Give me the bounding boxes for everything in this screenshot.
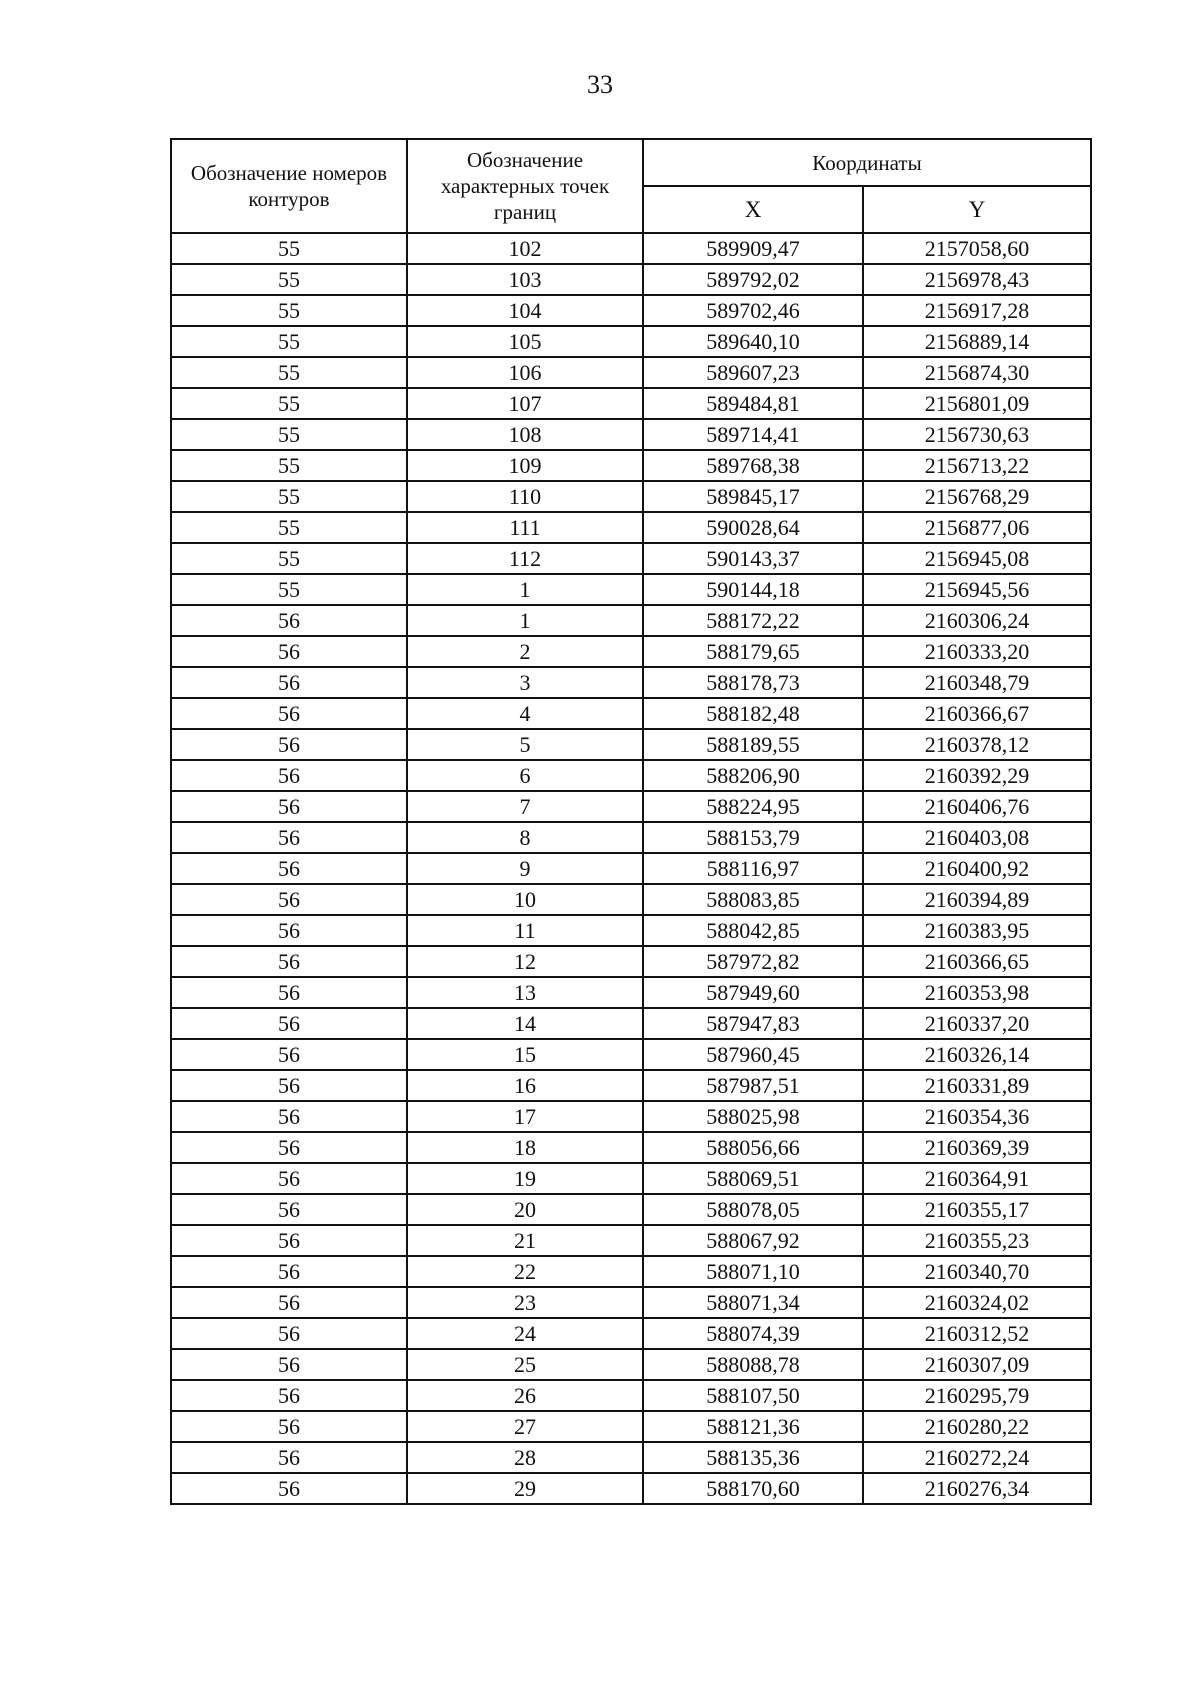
cell-x: 588042,85 (643, 915, 863, 946)
cell-point: 25 (407, 1349, 643, 1380)
table-row (171, 729, 1091, 760)
table-row (171, 698, 1091, 729)
cell-contour: 56 (171, 636, 407, 667)
cell-x: 588182,48 (643, 698, 863, 729)
cell-y: 2160403,08 (863, 822, 1091, 853)
cell-contour: 55 (171, 481, 407, 512)
cell-point: 9 (407, 853, 643, 884)
table-row (171, 760, 1091, 791)
cell-x: 588074,39 (643, 1318, 863, 1349)
cell-x: 588083,85 (643, 884, 863, 915)
cell-contour: 56 (171, 1225, 407, 1256)
cell-x: 587972,82 (643, 946, 863, 977)
cell-contour: 56 (171, 1442, 407, 1473)
cell-x: 588056,66 (643, 1132, 863, 1163)
cell-y: 2160337,20 (863, 1008, 1091, 1039)
cell-point: 21 (407, 1225, 643, 1256)
cell-x: 588179,65 (643, 636, 863, 667)
cell-y: 2156730,63 (863, 419, 1091, 450)
cell-contour: 56 (171, 1008, 407, 1039)
cell-x: 588025,98 (643, 1101, 863, 1132)
cell-y: 2160383,95 (863, 915, 1091, 946)
cell-x: 589792,02 (643, 264, 863, 295)
cell-x: 588135,36 (643, 1442, 863, 1473)
cell-y: 2160354,36 (863, 1101, 1091, 1132)
cell-contour: 56 (171, 605, 407, 636)
table-row (171, 1101, 1091, 1132)
cell-point: 102 (407, 233, 643, 264)
cell-contour: 56 (171, 791, 407, 822)
cell-y: 2156978,43 (863, 264, 1091, 295)
table-row (171, 419, 1091, 450)
cell-contour: 56 (171, 698, 407, 729)
cell-point: 1 (407, 574, 643, 605)
cell-contour: 55 (171, 388, 407, 419)
cell-x: 589640,10 (643, 326, 863, 357)
cell-contour: 56 (171, 1256, 407, 1287)
table-row (171, 543, 1091, 574)
table-row (171, 946, 1091, 977)
cell-y: 2160406,76 (863, 791, 1091, 822)
table-body (171, 233, 1091, 1504)
cell-point: 1 (407, 605, 643, 636)
table-row (171, 326, 1091, 357)
cell-contour: 56 (171, 1101, 407, 1132)
cell-contour: 55 (171, 357, 407, 388)
cell-y: 2160392,29 (863, 760, 1091, 791)
cell-point: 19 (407, 1163, 643, 1194)
cell-point: 109 (407, 450, 643, 481)
cell-point: 11 (407, 915, 643, 946)
cell-point: 7 (407, 791, 643, 822)
cell-x: 590028,64 (643, 512, 863, 543)
cell-contour: 56 (171, 977, 407, 1008)
cell-contour: 55 (171, 295, 407, 326)
cell-y: 2156889,14 (863, 326, 1091, 357)
table-row (171, 1287, 1091, 1318)
cell-point: 22 (407, 1256, 643, 1287)
table-row (171, 1039, 1091, 1070)
table-row (171, 1318, 1091, 1349)
cell-y: 2160306,24 (863, 605, 1091, 636)
cell-x: 587949,60 (643, 977, 863, 1008)
cell-y: 2156917,28 (863, 295, 1091, 326)
cell-x: 588078,05 (643, 1194, 863, 1225)
cell-x: 589768,38 (643, 450, 863, 481)
cell-contour: 56 (171, 853, 407, 884)
cell-point: 111 (407, 512, 643, 543)
cell-y: 2160348,79 (863, 667, 1091, 698)
cell-x: 590144,18 (643, 574, 863, 605)
cell-point: 108 (407, 419, 643, 450)
table-row (171, 1070, 1091, 1101)
cell-x: 587947,83 (643, 1008, 863, 1039)
cell-y: 2157058,60 (863, 233, 1091, 264)
cell-x: 588224,95 (643, 791, 863, 822)
cell-y: 2160280,22 (863, 1411, 1091, 1442)
cell-y: 2156713,22 (863, 450, 1091, 481)
cell-contour: 55 (171, 450, 407, 481)
cell-contour: 55 (171, 419, 407, 450)
cell-point: 12 (407, 946, 643, 977)
cell-x: 589702,46 (643, 295, 863, 326)
cell-contour: 56 (171, 667, 407, 698)
cell-y: 2156877,06 (863, 512, 1091, 543)
cell-contour: 55 (171, 512, 407, 543)
cell-x: 588088,78 (643, 1349, 863, 1380)
cell-contour: 55 (171, 326, 407, 357)
page-number: 33 (587, 70, 613, 99)
cell-contour: 56 (171, 1070, 407, 1101)
cell-contour: 56 (171, 1039, 407, 1070)
cell-y: 2160276,34 (863, 1473, 1091, 1504)
cell-point: 28 (407, 1442, 643, 1473)
cell-contour: 55 (171, 574, 407, 605)
cell-y: 2156874,30 (863, 357, 1091, 388)
cell-x: 588172,22 (643, 605, 863, 636)
cell-y: 2160355,17 (863, 1194, 1091, 1225)
cell-point: 106 (407, 357, 643, 388)
cell-point: 23 (407, 1287, 643, 1318)
cell-contour: 56 (171, 884, 407, 915)
cell-point: 5 (407, 729, 643, 760)
cell-y: 2156945,56 (863, 574, 1091, 605)
cell-y: 2156801,09 (863, 388, 1091, 419)
cell-point: 16 (407, 1070, 643, 1101)
cell-y: 2160369,39 (863, 1132, 1091, 1163)
cell-y: 2160400,92 (863, 853, 1091, 884)
cell-point: 6 (407, 760, 643, 791)
header-coordinates: Координаты (643, 139, 1091, 186)
cell-contour: 56 (171, 1132, 407, 1163)
cell-point: 107 (407, 388, 643, 419)
table-row (171, 1163, 1091, 1194)
cell-x: 589714,41 (643, 419, 863, 450)
cell-x: 589845,17 (643, 481, 863, 512)
cell-point: 8 (407, 822, 643, 853)
cell-point: 2 (407, 636, 643, 667)
cell-point: 15 (407, 1039, 643, 1070)
cell-point: 18 (407, 1132, 643, 1163)
table-row (171, 1132, 1091, 1163)
cell-point: 17 (407, 1101, 643, 1132)
cell-point: 29 (407, 1473, 643, 1504)
cell-y: 2160364,91 (863, 1163, 1091, 1194)
table-row (171, 388, 1091, 419)
table-row (171, 233, 1091, 264)
table-row (171, 1256, 1091, 1287)
cell-y: 2160366,67 (863, 698, 1091, 729)
cell-y: 2160355,23 (863, 1225, 1091, 1256)
table-row (171, 264, 1091, 295)
cell-x: 590143,37 (643, 543, 863, 574)
cell-y: 2156945,08 (863, 543, 1091, 574)
table-row (171, 1008, 1091, 1039)
table-row (171, 636, 1091, 667)
table-row (171, 667, 1091, 698)
cell-x: 588189,55 (643, 729, 863, 760)
cell-point: 110 (407, 481, 643, 512)
cell-x: 588206,90 (643, 760, 863, 791)
cell-contour: 56 (171, 729, 407, 760)
table-row (171, 357, 1091, 388)
table-row (171, 1442, 1091, 1473)
table-row (171, 1194, 1091, 1225)
cell-point: 105 (407, 326, 643, 357)
table-row (171, 791, 1091, 822)
cell-x: 587960,45 (643, 1039, 863, 1070)
cell-x: 587987,51 (643, 1070, 863, 1101)
table-row (171, 574, 1091, 605)
cell-contour: 56 (171, 1380, 407, 1411)
cell-point: 24 (407, 1318, 643, 1349)
cell-point: 27 (407, 1411, 643, 1442)
cell-x: 588121,36 (643, 1411, 863, 1442)
cell-contour: 56 (171, 915, 407, 946)
cell-x: 588069,51 (643, 1163, 863, 1194)
table-row (171, 512, 1091, 543)
cell-y: 2160366,65 (863, 946, 1091, 977)
cell-x: 588170,60 (643, 1473, 863, 1504)
cell-x: 589909,47 (643, 233, 863, 264)
cell-y: 2160272,24 (863, 1442, 1091, 1473)
cell-x: 589607,23 (643, 357, 863, 388)
table-row (171, 1473, 1091, 1504)
cell-x: 588071,34 (643, 1287, 863, 1318)
cell-y: 2160340,70 (863, 1256, 1091, 1287)
cell-y: 2160331,89 (863, 1070, 1091, 1101)
cell-x: 588116,97 (643, 853, 863, 884)
table-row (171, 295, 1091, 326)
cell-contour: 56 (171, 760, 407, 791)
cell-y: 2160295,79 (863, 1380, 1091, 1411)
cell-point: 4 (407, 698, 643, 729)
cell-point: 112 (407, 543, 643, 574)
cell-y: 2160307,09 (863, 1349, 1091, 1380)
table-row (171, 1225, 1091, 1256)
table-header (171, 139, 1091, 233)
cell-point: 10 (407, 884, 643, 915)
cell-x: 589484,81 (643, 388, 863, 419)
cell-point: 26 (407, 1380, 643, 1411)
cell-contour: 56 (171, 1194, 407, 1225)
header-boundary-point: Обозначение характерных точек границ (407, 139, 643, 233)
header-y: Y (863, 186, 1091, 233)
cell-y: 2160333,20 (863, 636, 1091, 667)
cell-y: 2160353,98 (863, 977, 1091, 1008)
cell-x: 588178,73 (643, 667, 863, 698)
cell-contour: 55 (171, 264, 407, 295)
cell-y: 2160324,02 (863, 1287, 1091, 1318)
table-row (171, 822, 1091, 853)
cell-point: 3 (407, 667, 643, 698)
cell-y: 2160312,52 (863, 1318, 1091, 1349)
table-row (171, 1380, 1091, 1411)
cell-point: 14 (407, 1008, 643, 1039)
table-row (171, 915, 1091, 946)
cell-y: 2160394,89 (863, 884, 1091, 915)
cell-point: 103 (407, 264, 643, 295)
cell-contour: 56 (171, 1318, 407, 1349)
cell-contour: 56 (171, 1473, 407, 1504)
cell-contour: 55 (171, 233, 407, 264)
cell-contour: 55 (171, 543, 407, 574)
cell-y: 2156768,29 (863, 481, 1091, 512)
cell-contour: 56 (171, 1287, 407, 1318)
cell-x: 588153,79 (643, 822, 863, 853)
table-row (171, 481, 1091, 512)
cell-contour: 56 (171, 946, 407, 977)
table-row (171, 1411, 1091, 1442)
cell-point: 13 (407, 977, 643, 1008)
table-row (171, 977, 1091, 1008)
cell-point: 20 (407, 1194, 643, 1225)
table-row (171, 1349, 1091, 1380)
cell-x: 588067,92 (643, 1225, 863, 1256)
cell-contour: 56 (171, 1163, 407, 1194)
header-x: X (643, 186, 863, 233)
cell-contour: 56 (171, 1349, 407, 1380)
cell-contour: 56 (171, 822, 407, 853)
cell-x: 588071,10 (643, 1256, 863, 1287)
header-contour-number: Обозначение номеров контуров (171, 139, 407, 233)
table-row (171, 450, 1091, 481)
cell-y: 2160326,14 (863, 1039, 1091, 1070)
table-row (171, 853, 1091, 884)
coordinates-table (170, 138, 1092, 1505)
cell-y: 2160378,12 (863, 729, 1091, 760)
cell-x: 588107,50 (643, 1380, 863, 1411)
table-row (171, 605, 1091, 636)
cell-contour: 56 (171, 1411, 407, 1442)
table-row (171, 884, 1091, 915)
cell-point: 104 (407, 295, 643, 326)
